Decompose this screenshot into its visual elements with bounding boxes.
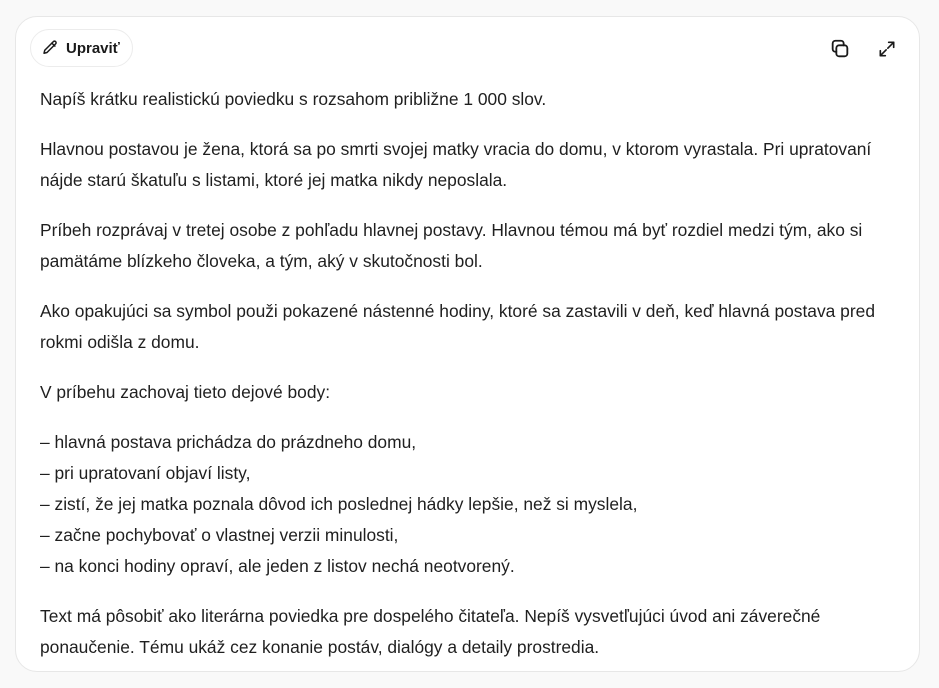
edit-button-label: Upraviť	[66, 39, 120, 57]
list-item: – na konci hodiny opraví, ale jeden z listov nechá neotvorený.	[40, 556, 515, 576]
plot-points-list	[40, 427, 906, 582]
prompt-card	[15, 16, 920, 672]
copy-icon[interactable]	[829, 38, 851, 60]
edit-button[interactable]	[30, 29, 133, 67]
paragraph: Hlavnou postavou je žena, ktorá sa po smrti svojej matky vracia do domu, v ktorom vyrastala. Pri upratovaní nájde starú škatuľu s listami, ktoré jej matka nikdy neposlala.	[40, 139, 872, 190]
pencil-icon	[41, 39, 59, 57]
paragraph: Napíš krátku realistickú poviedku s rozsahom približne 1 000 slov.	[40, 89, 547, 109]
expand-icon[interactable]	[876, 38, 898, 60]
list-item: – pri upratovaní objaví listy,	[40, 463, 251, 483]
list-item: – začne pochybovať o vlastnej verzii minulosti,	[40, 525, 399, 545]
paragraph: Text má pôsobiť ako literárna poviedka pre dospelého čitateľa. Nepíš vysvetľujúci úvod ani záverečné ponaučenie. Tému ukáž cez konanie postáv, dialógy a detaily prostredia.	[40, 606, 821, 657]
paragraph: Príbeh rozprávaj v tretej osobe z pohľadu hlavnej postavy. Hlavnou témou má byť rozdiel medzi tým, ako si pamätáme blízkeho človeka, a tým, aký v skutočnosti bol.	[40, 220, 863, 271]
paragraph: Ako opakujúci sa symbol použi pokazené nástenné hodiny, ktoré sa zastavili v deň, keď hlavná postava pred rokmi odišla z domu.	[40, 301, 875, 352]
list-item: – hlavná postava prichádza do prázdneho domu,	[40, 432, 417, 452]
paragraph: V príbehu zachovaj tieto dejové body:	[40, 382, 331, 402]
prompt-text	[40, 84, 906, 682]
list-item: – zistí, že jej matka poznala dôvod ich poslednej hádky lepšie, než si myslela,	[40, 494, 638, 514]
